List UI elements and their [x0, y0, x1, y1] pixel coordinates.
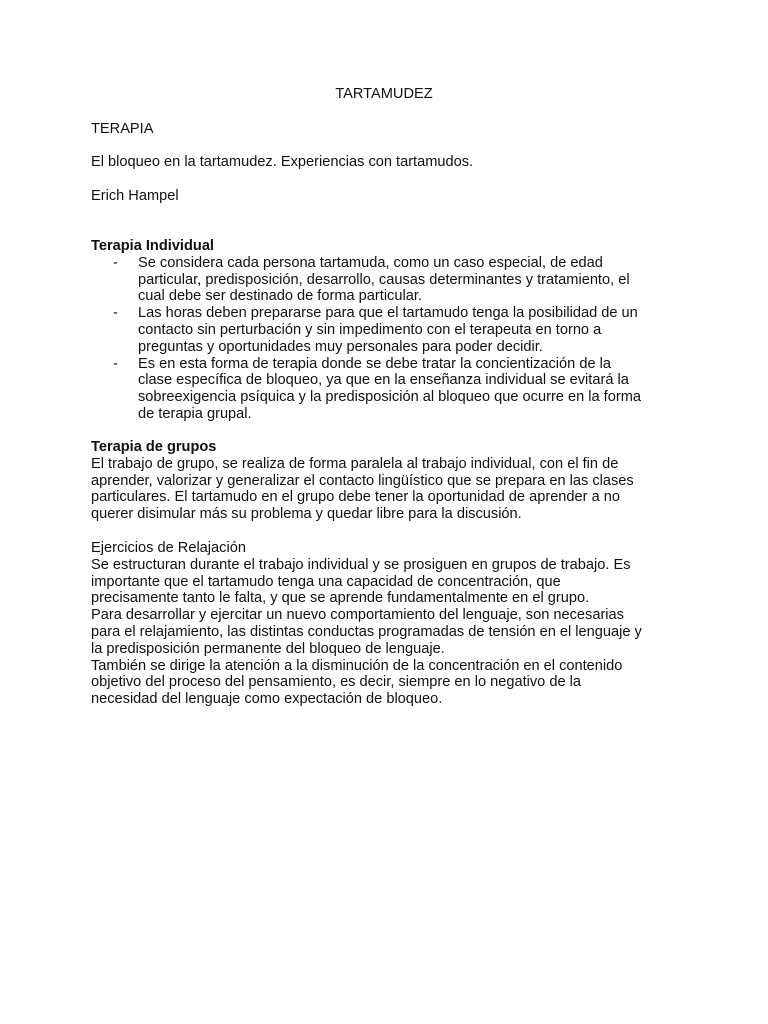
- bullet-dash: -: [113, 355, 118, 372]
- paragraph-line: precisamente tanto le falta, y que se aprende fundamentalmente en el grupo.: [91, 590, 590, 607]
- paragraph-line: para el relajamiento, las distintas conductas programadas de tensión en el lenguaje y: [91, 623, 642, 640]
- paragraph-line: querer disimular más su problema y quedar libre para la discusión.: [91, 506, 522, 523]
- list-item: [91, 305, 691, 355]
- paragraph-line: particulares. El tartamudo en el grupo debe tener la oportunidad de aprender a no: [91, 489, 620, 506]
- list-item-line: cual debe ser destinado de forma particular.: [138, 288, 422, 305]
- individual-therapy-list: [91, 255, 691, 423]
- individual-therapy-section: [91, 238, 691, 423]
- list-item-line: clase específica de bloqueo, ya que en la enseñanza individual se evitará la: [138, 372, 629, 389]
- bullet-dash: -: [113, 305, 118, 322]
- list-item-line: contacto sin perturbación y sin impedimento con el terapeuta en torno a: [138, 321, 602, 338]
- bullet-dash: -: [113, 254, 118, 271]
- paragraph-line: objetivo del proceso del pensamiento, es decir, siempre en lo negativo de la: [91, 674, 582, 691]
- paragraph-line: Para desarrollar y ejercitar un nuevo comportamiento del lenguaje, son necesarias: [91, 607, 624, 624]
- paragraph-line: aprender, valorizar y generalizar el contacto lingüístico que se prepara en las clases: [91, 472, 634, 489]
- list-item: [91, 255, 691, 305]
- relaxation-section: [91, 540, 691, 708]
- list-item-line: particular, predisposición, desarrollo, causas determinantes y tratamiento, el: [138, 271, 630, 288]
- paragraph-line: El trabajo de grupo, se realiza de forma paralela al trabajo individual, con el fin de: [91, 455, 619, 472]
- list-item-line: Se considera cada persona tartamuda, como un caso especial, de edad: [138, 254, 603, 271]
- paragraph-line: importante que el tartamudo tenga una capacidad de concentración, que: [91, 573, 561, 590]
- paragraph-line: También se dirige la atención a la disminución de la concentración en el contenido: [91, 657, 623, 674]
- document-title: TARTAMUDEZ: [335, 86, 433, 102]
- list-item-line: sobreexigencia psíquica y la predisposición al bloqueo que ocurre en la forma: [138, 389, 641, 406]
- list-item-line: Las horas deben prepararse para que el tartamudo tenga la posibilidad de un: [138, 305, 638, 322]
- paragraph-line: la predisposición permanente del bloqueo de lenguaje.: [91, 640, 445, 657]
- group-therapy-heading: Terapia de grupos: [91, 439, 217, 455]
- individual-therapy-heading: Terapia Individual: [91, 238, 214, 254]
- paragraph-line: Se estructuran durante el trabajo individual y se prosiguen en grupos de trabajo. Es: [91, 556, 631, 573]
- list-item-line: Es en esta forma de terapia donde se debe tratar la concientización de la: [138, 355, 611, 372]
- relaxation-heading: Ejercicios de Relajación: [91, 540, 246, 556]
- author-name: Erich Hampel: [91, 188, 179, 204]
- section-heading: TERAPIA: [91, 121, 154, 137]
- list-item-line: preguntas y oportunidades muy personales para poder decidir.: [138, 338, 543, 355]
- list-item: [91, 356, 691, 423]
- list-item-line: de terapia grupal.: [138, 405, 252, 422]
- document-subtitle: El bloqueo en la tartamudez. Experiencias con tartamudos.: [91, 154, 474, 170]
- group-therapy-section: [91, 439, 691, 523]
- paragraph-line: necesidad del lenguaje como expectación de bloqueo.: [91, 691, 443, 708]
